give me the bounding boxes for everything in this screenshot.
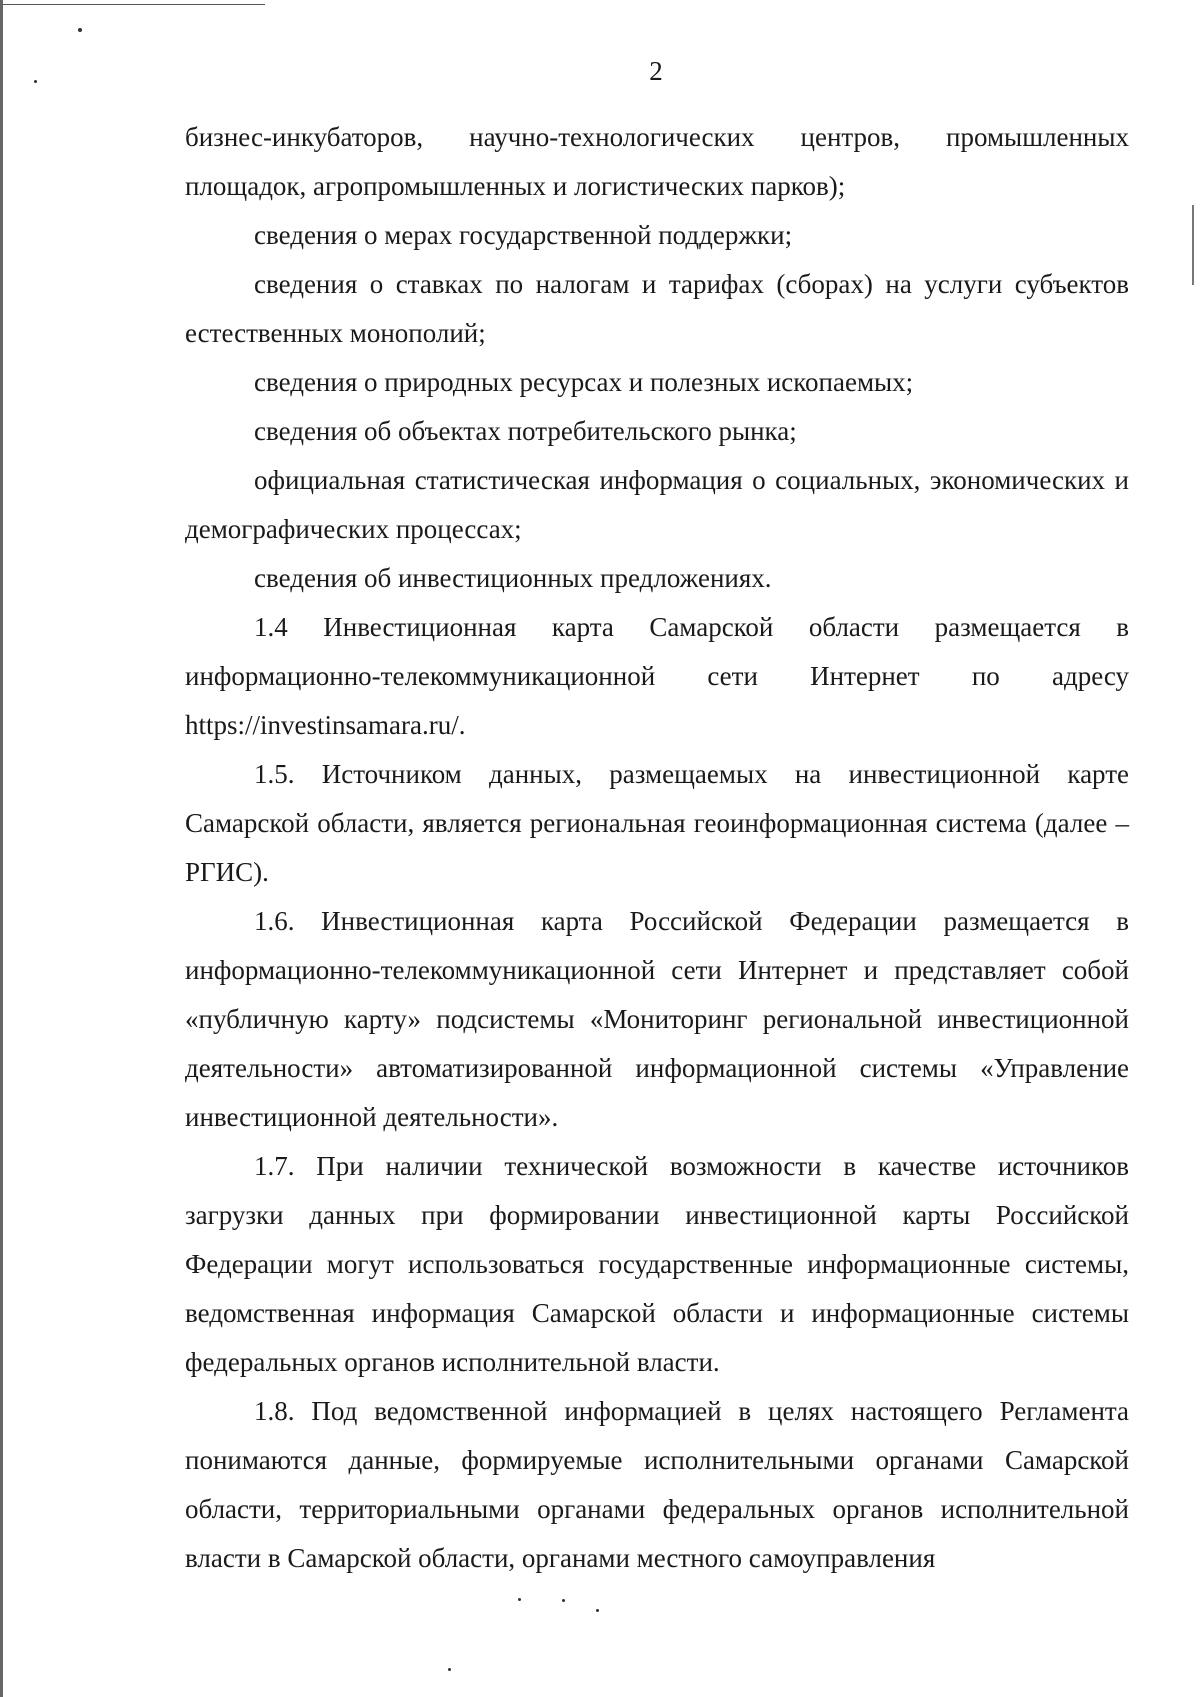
paragraph: сведения о природных ресурсах и полезных ископаемых; [254,367,914,397]
scan-speck [518,1598,521,1601]
paragraph: 1.8. Под ведомственной информацией в целях настоящего Регламента понимаются данные, формируемые исполнительными органами Самарской области, территориальными органами федеральных органов исполнительной власти в Самарской области, органами местного самоуправления [185,1396,1129,1573]
scan-speck [562,1599,565,1602]
page-number: 2 [649,56,663,86]
scan-speck [596,1609,599,1612]
scan-speck [78,28,82,32]
paragraph: сведения о мерах государственной поддержки; [254,220,793,250]
paragraph: 1.6. Инвестиционная карта Российской Федерации размещается в информационно-телекоммуникационной сети Интернет и представляет собой «публичную карту» подсистемы «Мониторинг региональной инвестиционной деятельности» автоматизированной информационной системы «Управление инвестиционной деятельности». [185,906,1129,1132]
scan-speck [448,1668,451,1671]
document-body [185,113,1129,1583]
paragraph: сведения об объектах потребительского рынка; [254,416,797,446]
scan-edge-left [0,0,3,1697]
paragraph: сведения об инвестиционных предложениях. [254,563,772,593]
scan-edge-top [0,0,265,5]
scan-edge-right [1192,205,1194,285]
paragraph: 1.4 Инвестиционная карта Самарской области размещается в информационно-телекоммуникационной сети Интернет по адресу https://investinsamara.ru/. [185,612,1129,740]
paragraph: 1.7. При наличии технической возможности в качестве источников загрузки данных при формировании инвестиционной карты Российской Федерации могут использоваться государственные информационные системы, ведомственная информация Самарской области и информационные системы федеральных органов исполнительной власти. [185,1151,1129,1377]
paragraph: сведения о ставках по налогам и тарифах (сборах) на услуги субъектов естественных монополий; [185,269,1129,348]
paragraph: бизнес-инкубаторов, научно-технологических центров, промышленных площадок, агропромышленных и логистических парков); [185,122,1129,201]
paragraph: официальная статистическая информация о социальных, экономических и демографических процессах; [185,465,1129,544]
paragraph: 1.5. Источником данных, размещаемых на инвестиционной карте Самарской области, является региональная геоинформационная система (далее – РГИС). [185,759,1129,887]
